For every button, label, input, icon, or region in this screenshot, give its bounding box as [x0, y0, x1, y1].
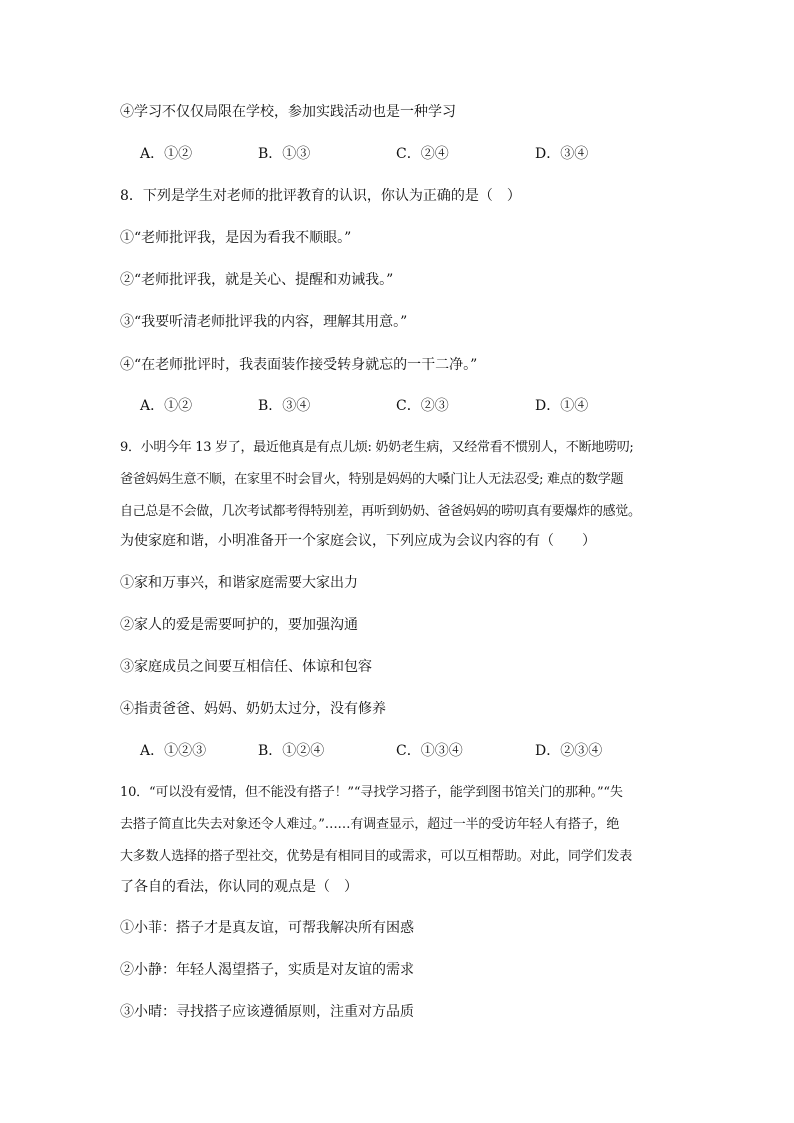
q9-item-3: ③家庭成员之间要互相信任、体谅和包容: [120, 659, 372, 675]
q7-option-d[interactable]: D．③④: [535, 146, 589, 162]
q10-stem-line-3: 大多数人选择的搭子型社交，优势是有相同目的或需求，可以互相帮助。对此，同学们发表: [120, 849, 633, 864]
q7-option-a[interactable]: A．①②: [140, 146, 193, 162]
q8-item-2: ②“老师批评我，就是关心、提醒和劝诫我。”: [120, 272, 394, 288]
q9-stem-line-3: 自己总是不会做，几次考试都考得特别差，再听到奶奶、爸爸妈妈的唠叨真有要爆炸的感觉。: [120, 504, 641, 519]
q8-stem: 8．下列是学生对老师的批评教育的认识，你认为正确的是（ ）: [120, 188, 521, 204]
q8-option-b[interactable]: B．③④: [258, 398, 311, 414]
q10-stem-line-1: 10．“可以没有爱情，但不能没有搭子！”“寻找学习搭子，能学到图书馆关门的那种。”“失: [120, 785, 623, 800]
q9-option-d[interactable]: D．②③④: [535, 743, 603, 759]
q9-stem-line-4: 为使家庭和谐，小明准备开一个家庭会议，下列应成为会议内容的有（ ）: [120, 533, 596, 549]
q8-item-3: ③“我要听清老师批评我的内容，理解其用意。”: [120, 314, 408, 330]
q7-option-c[interactable]: C．②④: [396, 146, 449, 162]
q8-item-1: ①“老师批评我，是因为看我不顺眼。”: [120, 230, 352, 246]
q9-item-2: ②家人的爱是需要呵护的，要加强沟通: [120, 617, 358, 633]
q8-item-4: ④“在老师批评时，我表面装作接受转身就忘的一干二净。”: [120, 357, 478, 373]
q9-stem-line-2: 爸爸妈妈生意不顺，在家里不时会冒火，特别是妈妈的大嗓门让人无法忍受; 难点的数学题: [120, 472, 624, 487]
q9-stem-line-1: 9．小明今年 13 岁了，最近他真是有点儿烦: 奶奶老生病，又经常看不惯别人，不断地唠叨;: [120, 440, 634, 455]
q9-option-b[interactable]: B．①②④: [258, 743, 325, 759]
q10-item-3: ③小晴：寻找搭子应该遵循原则，注重对方品质: [120, 1004, 414, 1020]
q10-item-2: ②小静：年轻人渴望搭子，实质是对友谊的需求: [120, 962, 414, 978]
q10-stem-line-4: 了各自的看法，你认同的观点是（ ）: [120, 879, 358, 895]
q8-option-a[interactable]: A．①②: [140, 398, 193, 414]
q9-item-1: ①家和万事兴，和谐家庭需要大家出力: [120, 575, 358, 591]
q9-option-c[interactable]: C．①③④: [396, 743, 463, 759]
q7-item-4: ④学习不仅仅局限在学校，参加实践活动也是一种学习: [120, 104, 456, 120]
q9-item-4: ④指责爸爸、妈妈、奶奶太过分，没有修养: [120, 701, 386, 717]
q7-option-b[interactable]: B．①③: [258, 146, 311, 162]
q10-item-1: ①小菲：搭子才是真友谊，可帮我解决所有困惑: [120, 920, 414, 936]
q8-option-c[interactable]: C．②③: [396, 398, 449, 414]
q9-option-a[interactable]: A．①②③: [140, 743, 207, 759]
q10-stem-line-2: 去搭子简直比失去对象还令人难过。”……有调查显示，超过一半的受访年轻人有搭子，绝: [120, 817, 620, 832]
q8-option-d[interactable]: D．①④: [535, 398, 589, 414]
